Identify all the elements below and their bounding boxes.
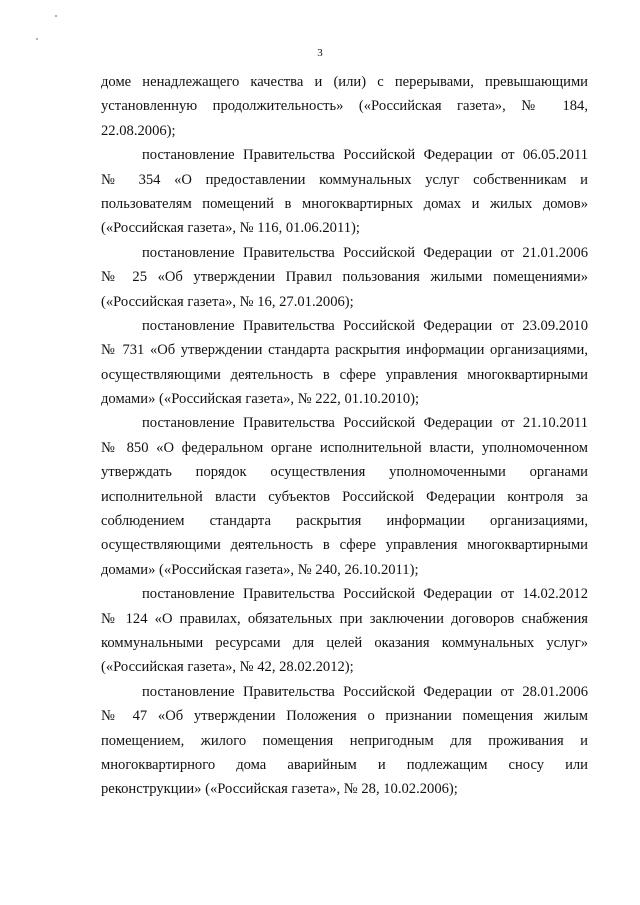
text-line: постановление Правительства Российской Федерации от 23.09.2010 — [142, 317, 588, 334]
text-line: постановление Правительства Российской Федерации от 21.01.2006 — [142, 244, 588, 261]
text-line: («Российская газета», № 16, 27.01.2006); — [101, 293, 354, 310]
text-line: пользователям помещений в многоквартирных домах и жилых домов» — [101, 195, 588, 212]
text-line: осуществляющими деятельность в сфере управления многоквартирными — [101, 537, 588, 554]
text-line: установленную продолжительность» («Российская газета», № 184, — [101, 98, 588, 115]
text-line: многоквартирного дома аварийным и подлежащим сносу или — [101, 756, 588, 773]
text-line: постановление Правительства Российской Федерации от 06.05.2011 — [142, 147, 588, 164]
text-line: постановление Правительства Российской Федерации от 28.01.2006 — [142, 683, 588, 700]
text-line: доме ненадлежащего качества и (или) с перерывами, превышающими — [101, 74, 588, 90]
text-line: № 124 «О правилах, обязательных при заключении договоров снабжения — [101, 610, 588, 627]
scan-speck — [55, 15, 57, 17]
text-line: 22.08.2006); — [101, 122, 176, 139]
text-line: постановление Правительства Российской Федерации от 14.02.2012 — [142, 586, 588, 603]
text-line: постановление Правительства Российской Федерации от 21.10.2011 — [142, 415, 588, 432]
page-number: 3 — [317, 47, 323, 59]
text-line: («Российская газета», № 42, 28.02.2012); — [101, 659, 354, 676]
text-line: утверждать порядок осуществления уполномоченными органами — [101, 464, 588, 481]
document-body — [101, 70, 588, 802]
text-line: помещением, жилого помещения непригодным для проживания и — [101, 732, 588, 749]
text-line: № 25 «Об утверждении Правил пользования жилыми помещениями» — [101, 269, 588, 286]
text-line: соблюдением стандарта раскрытия информации организациями, — [101, 513, 588, 530]
text-line: № 47 «Об утверждении Положения о признании помещения жилым — [101, 708, 588, 725]
text-line: осуществляющими деятельность в сфере управления многоквартирными — [101, 366, 588, 383]
text-line: № 850 «О федеральном органе исполнительной власти, уполномоченном — [101, 439, 588, 456]
text-line: № 731 «Об утверждении стандарта раскрытия информации организациями, — [101, 342, 588, 359]
text-line: («Российская газета», № 116, 01.06.2011); — [101, 220, 360, 237]
scan-speck — [36, 38, 38, 40]
text-line: № 354 «О предоставлении коммунальных услуг собственникам и — [101, 171, 588, 188]
text-line: домами» («Российская газета», № 240, 26.10.2011); — [101, 561, 419, 578]
text-line: исполнительной власти субъектов Российской Федерации контроля за — [101, 488, 588, 505]
text-line: реконструкции» («Российская газета», № 28, 10.02.2006); — [101, 781, 458, 798]
text-line: домами» («Российская газета», № 222, 01.10.2010); — [101, 391, 420, 408]
text-line: коммунальными ресурсами для целей оказания коммунальных услуг» — [101, 634, 588, 651]
